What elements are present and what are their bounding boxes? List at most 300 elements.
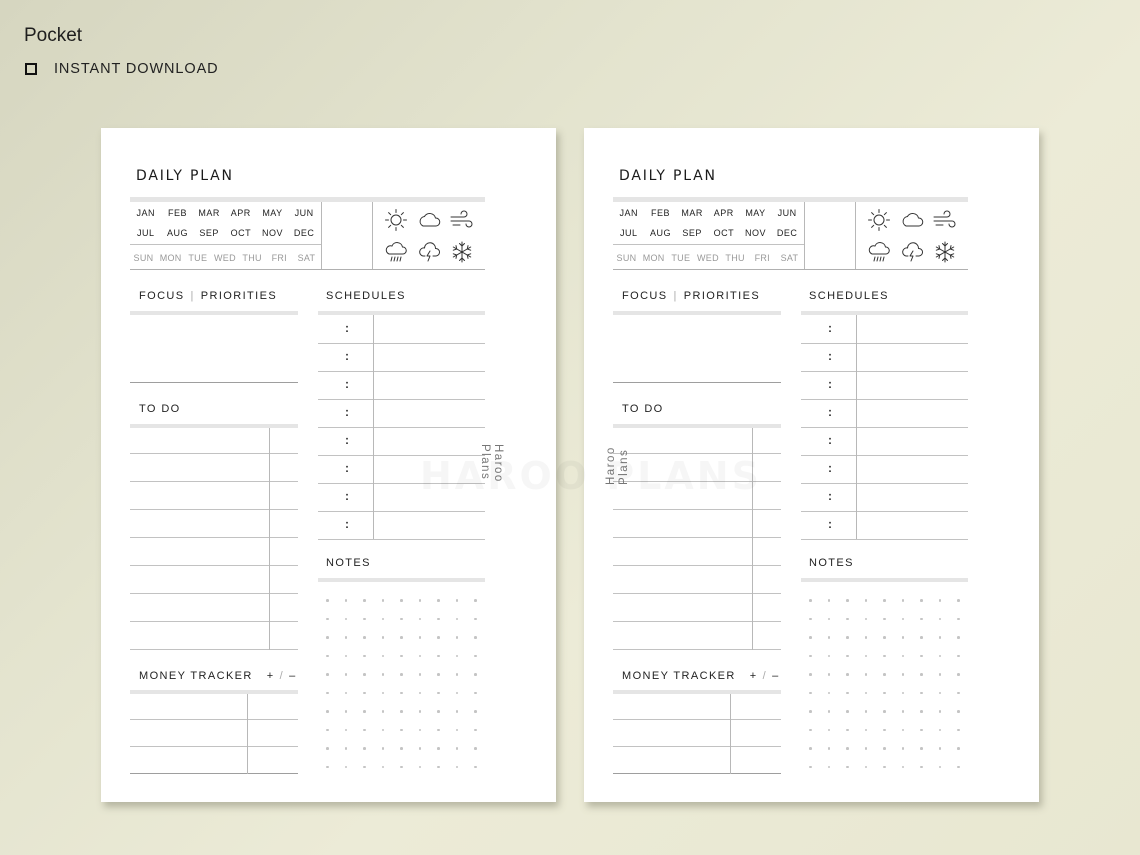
notes-dot <box>345 673 348 676</box>
money-row <box>613 773 781 774</box>
notes-dot <box>363 747 366 750</box>
todo-row <box>130 649 298 650</box>
month-option: APR <box>713 208 734 218</box>
money-row <box>130 773 298 774</box>
schedule-time-colon: : <box>828 433 832 447</box>
header-divider-1 <box>321 202 322 269</box>
notes-dot <box>419 673 422 676</box>
notes-dot <box>883 692 886 695</box>
notes-dot <box>883 599 886 602</box>
notes-dot <box>883 729 886 732</box>
notes-dot <box>456 655 459 658</box>
notes-dot <box>902 673 905 676</box>
todo-row <box>613 509 781 510</box>
label-separator: | <box>190 290 195 302</box>
notes-dot <box>865 636 868 639</box>
schedule-divider <box>856 315 857 539</box>
notes-dot <box>920 766 923 769</box>
money-tracker-title: MONEY TRACKER <box>622 670 736 682</box>
notes-dot <box>474 599 477 602</box>
brand-line-2: Plans <box>479 444 491 481</box>
money-row <box>130 746 298 747</box>
schedule-row <box>801 511 968 540</box>
notes-dot <box>400 747 403 750</box>
schedule-time-colon: : <box>345 461 349 475</box>
month-day-divider <box>130 244 321 245</box>
brand-line-1: Haroo <box>492 444 504 483</box>
schedule-row <box>801 455 968 484</box>
notes-dot <box>474 673 477 676</box>
notes-dot <box>400 599 403 602</box>
notes-dot <box>920 692 923 695</box>
schedule-time-colon: : <box>345 517 349 531</box>
schedule-row <box>801 483 968 512</box>
instant-download-label: INSTANT DOWNLOAD <box>54 61 219 77</box>
day-option: MON <box>159 253 182 263</box>
notes-dot <box>809 618 812 621</box>
month-option: DEC <box>776 228 798 238</box>
notes-dot <box>400 636 403 639</box>
notes-dot <box>920 729 923 732</box>
notes-dot <box>437 655 440 658</box>
todo-row <box>130 509 298 510</box>
month-day-divider <box>613 244 804 245</box>
day-option: THU <box>242 253 262 263</box>
daily-plan-title: DAILY PLAN <box>136 168 234 184</box>
notes-dot <box>939 655 942 658</box>
notes-dot <box>920 655 923 658</box>
schedule-time-colon: : <box>828 377 832 391</box>
header-divider-2 <box>372 202 373 269</box>
schedules-label: SCHEDULES <box>809 290 889 302</box>
notes-dot <box>400 692 403 695</box>
todo-bar <box>130 424 298 428</box>
month-option: MAR <box>198 208 220 218</box>
schedule-row <box>801 427 968 456</box>
notes-dot <box>326 673 329 676</box>
notes-dot <box>326 729 329 732</box>
notes-dot <box>846 710 849 713</box>
thunderstorm-icon <box>416 240 442 264</box>
todo-row <box>613 537 781 538</box>
month-option: JUL <box>137 228 155 238</box>
notes-dot <box>846 618 849 621</box>
notes-dot <box>846 766 849 769</box>
notes-dot <box>809 692 812 695</box>
todo-row <box>613 621 781 622</box>
day-row <box>130 253 320 263</box>
todo-row <box>130 621 298 622</box>
priorities-label: PRIORITIES <box>683 290 761 302</box>
header-bar <box>130 197 485 202</box>
watermark <box>420 454 762 498</box>
notes-dot <box>957 710 960 713</box>
snowflake-icon <box>449 240 475 264</box>
notes-dot <box>326 766 329 769</box>
month-option: OCT <box>713 228 735 238</box>
notes-dot <box>419 729 422 732</box>
notes-dot <box>809 766 812 769</box>
notes-dot <box>883 618 886 621</box>
plus-sign: + <box>266 670 275 682</box>
month-option: JAN <box>136 208 156 218</box>
schedule-time-colon: : <box>345 405 349 419</box>
header-divider-1 <box>804 202 805 269</box>
focus-bar <box>130 311 298 315</box>
wind-icon <box>449 208 475 232</box>
todo-row <box>613 649 781 650</box>
notes-dot <box>456 618 459 621</box>
plus-sign: + <box>749 670 758 682</box>
schedule-row <box>318 343 485 372</box>
notes-label: NOTES <box>809 557 854 569</box>
cloud-icon <box>899 208 925 232</box>
notes-dot <box>957 636 960 639</box>
todo-row <box>613 565 781 566</box>
instant-download-badge <box>25 61 219 77</box>
schedule-time-colon: : <box>345 433 349 447</box>
notes-dot <box>920 618 923 621</box>
notes-dot <box>437 692 440 695</box>
slash-sign: / <box>762 670 768 682</box>
notes-dot <box>809 710 812 713</box>
notes-dot <box>828 636 831 639</box>
focus-bar <box>613 311 781 315</box>
notes-dot <box>846 655 849 658</box>
day-option: SUN <box>133 253 154 263</box>
sun-icon <box>866 208 892 232</box>
month-option: AUG <box>166 228 188 238</box>
money-tracker-label <box>139 670 297 682</box>
schedules-label: SCHEDULES <box>326 290 406 302</box>
notes-dot <box>902 692 905 695</box>
month-option: FEB <box>650 208 670 218</box>
notes-dot <box>809 636 812 639</box>
notes-dot <box>809 655 812 658</box>
notes-dot <box>363 655 366 658</box>
notes-dot <box>437 636 440 639</box>
money-row <box>613 719 781 720</box>
notes-dot <box>902 729 905 732</box>
notes-dot <box>865 692 868 695</box>
notes-dot <box>920 710 923 713</box>
todo-row <box>130 593 298 594</box>
product-title: Pocket <box>24 25 83 46</box>
focus-bottom-rule <box>130 382 298 383</box>
notes-dot <box>865 618 868 621</box>
notes-dot <box>456 710 459 713</box>
todo-row <box>130 565 298 566</box>
notes-dot <box>828 729 831 732</box>
day-option: FRI <box>754 253 770 263</box>
day-option: SAT <box>297 253 316 263</box>
todo-row <box>130 453 298 454</box>
month-option: JAN <box>619 208 639 218</box>
focus-bottom-rule <box>613 382 781 383</box>
notes-dot <box>474 636 477 639</box>
notes-dot <box>382 729 385 732</box>
notes-dot <box>865 655 868 658</box>
notes-dot <box>437 729 440 732</box>
snowflake-icon <box>932 240 958 264</box>
notes-dot <box>846 636 849 639</box>
notes-dot <box>345 636 348 639</box>
schedule-time-colon: : <box>828 489 832 503</box>
notes-dot <box>846 692 849 695</box>
notes-dot <box>419 710 422 713</box>
notes-dot <box>828 710 831 713</box>
notes-dot <box>809 729 812 732</box>
notes-dot <box>828 618 831 621</box>
notes-dot <box>883 636 886 639</box>
notes-dot <box>437 710 440 713</box>
notes-dot <box>920 747 923 750</box>
money-tracker-label <box>622 670 780 682</box>
notes-dot <box>419 692 422 695</box>
notes-dot <box>419 766 422 769</box>
daily-plan-title: DAILY PLAN <box>619 168 717 184</box>
notes-dot <box>382 692 385 695</box>
notes-dot <box>363 766 366 769</box>
notes-dot <box>883 766 886 769</box>
schedule-divider <box>373 315 374 539</box>
notes-dot <box>400 673 403 676</box>
notes-dot <box>326 655 329 658</box>
notes-dot <box>957 618 960 621</box>
notes-dot <box>326 747 329 750</box>
minus-sign: – <box>289 670 297 682</box>
focus-label: FOCUS <box>622 290 668 302</box>
day-option: THU <box>725 253 745 263</box>
notes-dot <box>809 747 812 750</box>
notes-dot <box>382 766 385 769</box>
notes-bar <box>318 578 485 582</box>
money-tracker-title: MONEY TRACKER <box>139 670 253 682</box>
notes-dot <box>363 729 366 732</box>
notes-dot <box>939 673 942 676</box>
notes-dot <box>828 673 831 676</box>
money-bar <box>613 690 781 694</box>
notes-dot <box>345 599 348 602</box>
focus-priorities-label <box>622 290 760 302</box>
month-option: FEB <box>167 208 187 218</box>
day-option: WED <box>214 253 236 263</box>
schedule-time-colon: : <box>828 321 832 335</box>
schedule-time-colon: : <box>828 405 832 419</box>
schedule-time-colon: : <box>828 517 832 531</box>
notes-dot <box>419 618 422 621</box>
notes-dot <box>846 599 849 602</box>
day-option: TUE <box>188 253 208 263</box>
todo-check-divider <box>269 428 270 650</box>
schedule-row <box>801 343 968 372</box>
notes-dot <box>437 599 440 602</box>
notes-dot <box>846 729 849 732</box>
schedule-time-colon: : <box>345 349 349 363</box>
notes-dot <box>828 692 831 695</box>
day-option: WED <box>697 253 719 263</box>
notes-dot <box>345 710 348 713</box>
notes-dot <box>957 692 960 695</box>
notes-dot <box>939 710 942 713</box>
thunderstorm-icon <box>899 240 925 264</box>
todo-row <box>613 593 781 594</box>
notes-dot <box>363 618 366 621</box>
notes-dot <box>456 599 459 602</box>
month-option: JUN <box>777 208 797 218</box>
money-row <box>613 746 781 747</box>
schedule-row <box>801 399 968 428</box>
notes-dot <box>828 599 831 602</box>
notes-dot <box>345 692 348 695</box>
notes-dot <box>382 636 385 639</box>
minus-sign: – <box>772 670 780 682</box>
notes-dot <box>363 673 366 676</box>
notes-dot <box>865 766 868 769</box>
month-option: NOV <box>261 228 283 238</box>
notes-dot <box>920 636 923 639</box>
notes-dot <box>419 636 422 639</box>
notes-dot <box>939 618 942 621</box>
notes-dot <box>920 599 923 602</box>
rain-icon <box>866 240 892 264</box>
header-bar <box>613 197 968 202</box>
brand-line-2: Plans <box>618 448 630 485</box>
day-option: FRI <box>271 253 287 263</box>
notes-dot <box>456 636 459 639</box>
notes-dot <box>474 618 477 621</box>
notes-dot <box>957 747 960 750</box>
notes-dot <box>828 655 831 658</box>
notes-dot <box>865 673 868 676</box>
todo-row <box>130 481 298 482</box>
notes-dot <box>326 692 329 695</box>
notes-dot <box>865 729 868 732</box>
notes-dot <box>902 747 905 750</box>
schedule-time-colon: : <box>828 349 832 363</box>
notes-dot <box>474 692 477 695</box>
notes-dot <box>382 747 385 750</box>
schedule-row <box>318 427 485 456</box>
schedule-row <box>801 315 968 344</box>
month-row-1 <box>130 208 320 218</box>
notes-dot <box>883 673 886 676</box>
schedule-row <box>318 399 485 428</box>
notes-dot <box>400 766 403 769</box>
money-row <box>130 719 298 720</box>
notes-dot <box>382 599 385 602</box>
month-option: JUL <box>620 228 638 238</box>
notes-dot <box>456 729 459 732</box>
header-bottom-rule <box>613 269 968 270</box>
notes-dot <box>437 618 440 621</box>
money-divider <box>247 694 248 774</box>
notes-dot <box>456 766 459 769</box>
day-row <box>613 253 803 263</box>
notes-dot <box>345 655 348 658</box>
notes-dot <box>883 710 886 713</box>
notes-dot <box>902 655 905 658</box>
notes-label: NOTES <box>326 557 371 569</box>
label-separator: | <box>673 290 678 302</box>
notes-dot <box>326 618 329 621</box>
sun-icon <box>383 208 409 232</box>
notes-dot <box>382 710 385 713</box>
notes-dot <box>939 636 942 639</box>
notes-dot <box>345 747 348 750</box>
notes-dot <box>326 710 329 713</box>
notes-dot <box>400 655 403 658</box>
month-option: SEP <box>199 228 219 238</box>
notes-dot <box>939 747 942 750</box>
notes-dot <box>865 599 868 602</box>
schedule-time-colon: : <box>828 461 832 475</box>
notes-dot <box>902 636 905 639</box>
notes-dot <box>345 766 348 769</box>
notes-dot <box>474 729 477 732</box>
notes-dot <box>363 692 366 695</box>
schedule-time-colon: : <box>345 489 349 503</box>
notes-dot <box>902 710 905 713</box>
month-option: SEP <box>682 228 702 238</box>
notes-dot <box>456 747 459 750</box>
cloud-icon <box>416 208 442 232</box>
notes-dot <box>363 636 366 639</box>
notes-dot <box>474 710 477 713</box>
notes-dot <box>939 599 942 602</box>
header-divider-2 <box>855 202 856 269</box>
focus-label: FOCUS <box>139 290 185 302</box>
notes-dot <box>939 766 942 769</box>
wind-icon <box>932 208 958 232</box>
notes-dot <box>902 766 905 769</box>
rain-icon <box>383 240 409 264</box>
notes-dot <box>363 710 366 713</box>
month-row-1 <box>613 208 803 218</box>
checkbox-icon <box>25 63 37 75</box>
day-option: TUE <box>671 253 691 263</box>
notes-dot <box>419 599 422 602</box>
notes-dot <box>846 673 849 676</box>
notes-dot <box>828 766 831 769</box>
month-option: NOV <box>744 228 766 238</box>
notes-dot <box>474 747 477 750</box>
month-option: MAR <box>681 208 703 218</box>
header-bottom-rule <box>130 269 485 270</box>
schedule-row <box>318 315 485 344</box>
notes-dot <box>400 618 403 621</box>
notes-dot <box>345 729 348 732</box>
notes-dot <box>865 747 868 750</box>
notes-dot <box>809 599 812 602</box>
notes-dot <box>957 673 960 676</box>
notes-dot <box>382 655 385 658</box>
schedule-row <box>318 511 485 540</box>
month-row-2 <box>130 228 320 238</box>
notes-dot <box>456 673 459 676</box>
notes-dot <box>326 599 329 602</box>
notes-dot <box>920 673 923 676</box>
notes-dot <box>345 618 348 621</box>
notes-dot <box>437 673 440 676</box>
notes-dot <box>883 655 886 658</box>
day-option: SUN <box>616 253 637 263</box>
notes-dot <box>957 766 960 769</box>
notes-dot <box>809 673 812 676</box>
notes-dot <box>957 599 960 602</box>
schedule-row <box>801 371 968 400</box>
notes-dot <box>419 655 422 658</box>
